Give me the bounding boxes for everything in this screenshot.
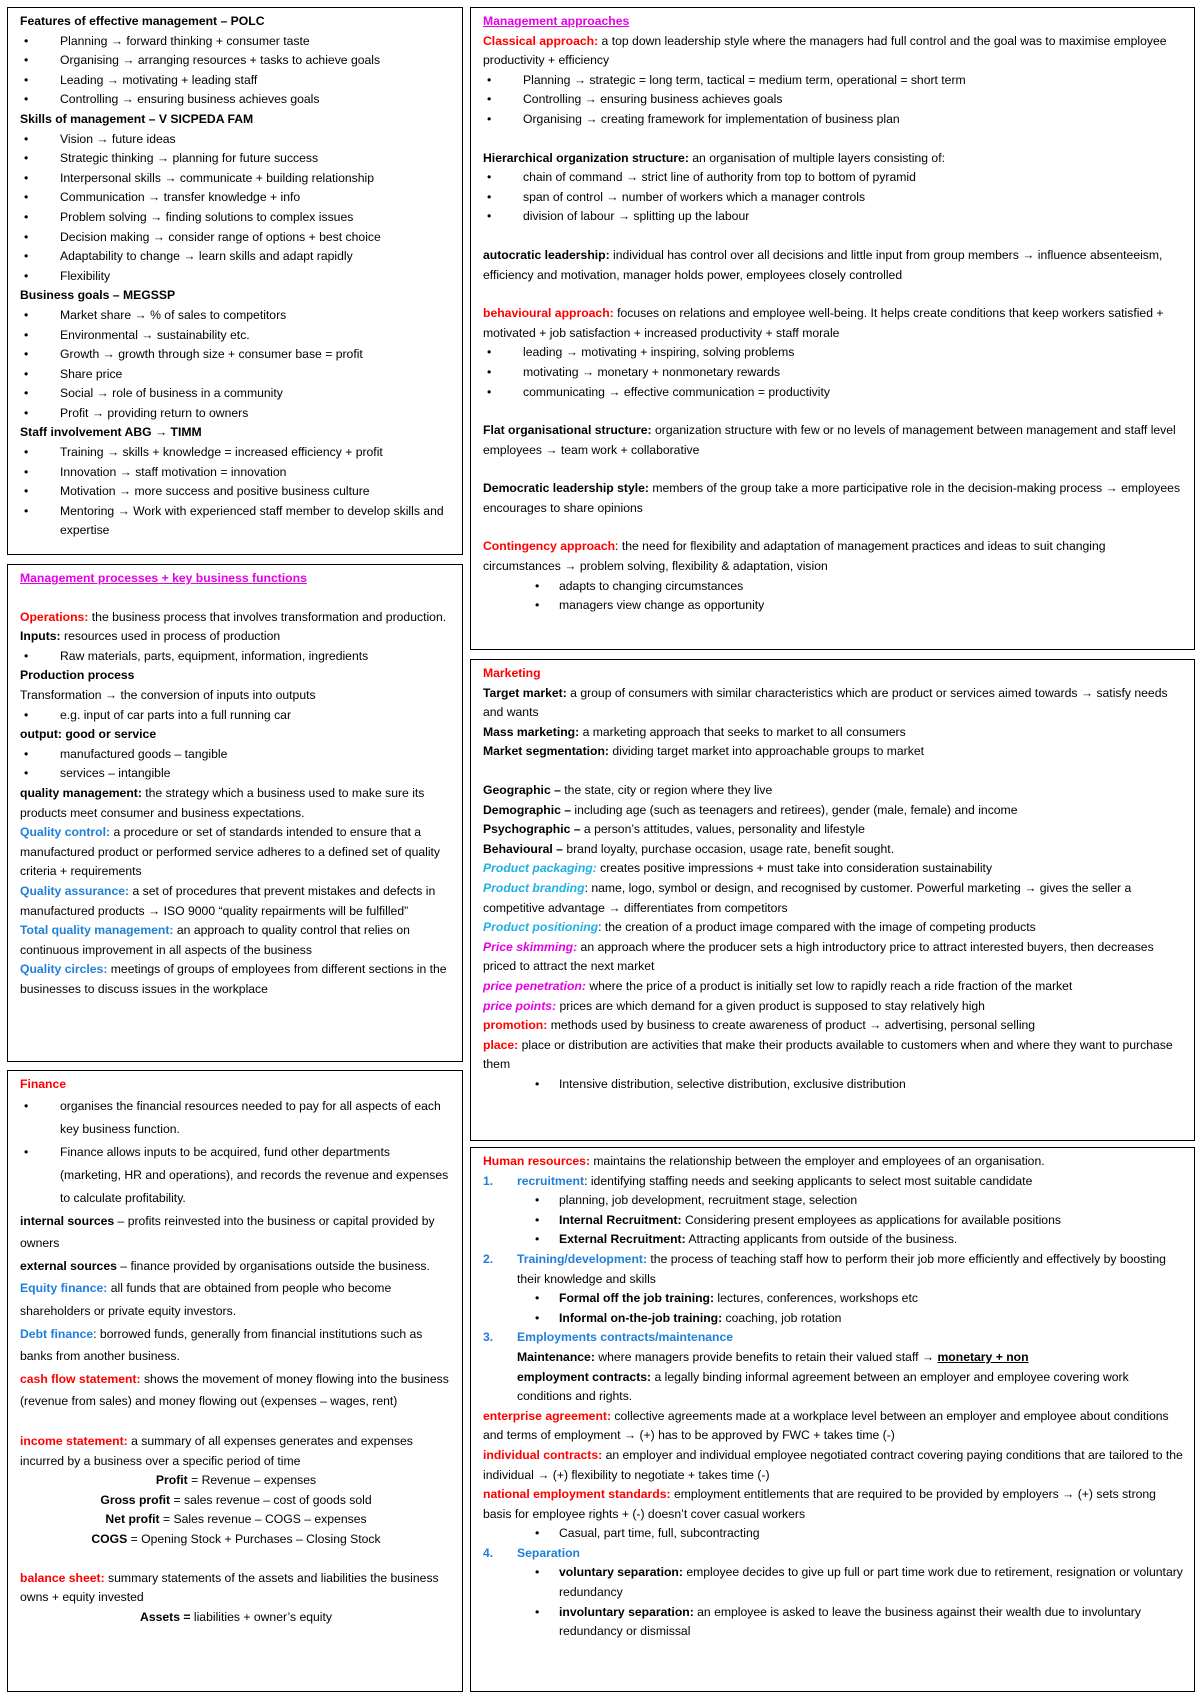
place: place: place or distribution are activities that make their products available to customers when and where they want to purchase them xyxy=(483,1037,1173,1072)
list-item: • Formal off the job training: lectures, conferences, workshops etc xyxy=(483,1289,1184,1309)
list-item: • Planning → strategic = long term, tactical = medium term, operational = short term xyxy=(483,71,1184,91)
management-features-box xyxy=(7,7,463,555)
list-item: • Raw materials, parts, equipment, information, ingredients xyxy=(20,647,452,667)
list-item: • Internal Recruitment: Considering present employees as applications for available positions xyxy=(483,1211,1184,1231)
gross-profit-formula: Gross profit = sales revenue – cost of goods sold xyxy=(100,1492,372,1507)
price-skimming: Price skimming: an approach where the producer sets a high introductory price to attract interested buyers, then decreases priced to attract the next market xyxy=(483,939,1154,974)
list-item: • chain of command → strict line of authority from top to bottom of pyramid xyxy=(483,168,1184,188)
list-item: • adapts to changing circumstances xyxy=(483,577,1184,597)
list-item: • Motivation → more success and positive business culture xyxy=(20,482,452,502)
approaches-heading: Management approaches xyxy=(483,14,630,28)
hr-definition: Human resources: maintains the relationship between the employer and employees of an organisation. xyxy=(483,1154,1045,1168)
list-item: • Decision making → consider range of options + best choice xyxy=(20,228,452,248)
quality-assurance-definition: Quality assurance: a set of procedures that prevent mistakes and defects in manufactured products → ISO 9000 “quality repairments will be fulfilled” xyxy=(20,883,436,918)
list-item: • Finance allows inputs to be acquired, fund other departments (marketing, HR and operations), and records the revenue and expenses to calculate profitability. xyxy=(20,1141,452,1210)
separation-item: 4. Separation xyxy=(483,1545,580,1560)
price-points: price points: prices are which demand for a given product is supposed to stay relatively high xyxy=(483,998,985,1013)
contingency-approach: Contingency approach: the need for flexibility and adaptation of management practices and ideas to suit changing circumstances → problem solving, flexibility & adaptation, vision xyxy=(483,539,1106,574)
operations-definition: Operations: the business process that involves transformation and production. xyxy=(20,609,447,624)
employment-contracts: employment contracts: a legally binding informal agreement between an employer and employee covering work conditions and rights. xyxy=(517,1369,1129,1404)
psychographic: Psychographic – a person’s attitudes, values, personality and lifestyle xyxy=(483,822,865,837)
list-item: • communicating → effective communication = productivity xyxy=(483,383,1184,403)
balance-sheet: balance sheet: summary statements of the assets and liabilities the business owns + equity invested xyxy=(20,1570,439,1605)
list-item: • involuntary separation: an employee is asked to leave the business against their wealth due to involuntary redundancy or dismissal xyxy=(483,1603,1184,1642)
mass-marketing: Mass marketing: a marketing approach that seeks to market to all consumers xyxy=(483,724,906,739)
production-heading: Production process xyxy=(20,668,135,683)
external-sources: external sources – finance provided by organisations outside the business. xyxy=(20,1258,430,1273)
list-item: • Communication → transfer knowledge + info xyxy=(20,188,452,208)
staff-list xyxy=(20,443,452,541)
target-market: Target market: a group of consumers with similar characteristics which are product or services aimed towards → satisfy needs and wants xyxy=(483,685,1168,720)
list-item: • Organising → arranging resources + tasks to achieve goals xyxy=(20,51,452,71)
human-resources-box xyxy=(470,1147,1195,1692)
list-item: • Social → role of business in a community xyxy=(20,384,452,404)
polc-list xyxy=(20,32,452,110)
employment-contracts-item: 3. Employments contracts/maintenance xyxy=(483,1330,734,1345)
list-item: • planning, job development, recruitment stage, selection xyxy=(483,1191,1184,1211)
list-item: • Mentoring → Work with experienced staff member to develop skills and expertise xyxy=(20,502,452,541)
list-item: • organises the financial resources needed to pay for all aspects of each key business function. xyxy=(20,1095,452,1141)
output-heading: output: good or service xyxy=(20,727,157,742)
list-item: • Innovation → staff motivation = innovation xyxy=(20,463,452,483)
skills-heading: Skills of management – V SICPEDA FAM xyxy=(20,111,254,126)
net-profit-formula: Net profit = Sales revenue – COGS – expenses xyxy=(105,1512,367,1527)
list-item: • Controlling → ensuring business achieves goals xyxy=(20,90,452,110)
list-item: • motivating → monetary + nonmonetary rewards xyxy=(483,363,1184,383)
market-segmentation: Market segmentation: dividing target market into approachable groups to market xyxy=(483,744,924,759)
demographic: Demographic – including age (such as teenagers and retirees), gender (male, female) and income xyxy=(483,802,1018,817)
skills-list xyxy=(20,130,452,287)
income-statement: income statement: a summary of all expenses generates and expenses incurred by a business over a specific period of time xyxy=(20,1433,413,1468)
price-penetration: price penetration: where the price of a product is initially set low to rapidly reach a ride fraction of the market xyxy=(483,978,1073,993)
quality-management-definition: quality management: the strategy which a business used to make sure its products meet consumer and business expectations. xyxy=(20,785,425,820)
product-branding: Product branding: name, logo, symbol or design, and recognised by customer. Powerful marketing → gives the seller a competitive advantage → differentiates from competitors xyxy=(483,880,1132,915)
finance-heading: Finance xyxy=(20,1077,67,1091)
finance-box xyxy=(7,1070,463,1692)
polc-heading: Features of effective management – POLC xyxy=(20,14,265,28)
list-item: • Planning → forward thinking + consumer taste xyxy=(20,32,452,52)
list-item: • span of control → number of workers which a manager controls xyxy=(483,188,1184,208)
recruitment-item: 1. recruitment: identifying staffing needs and seeking applicants to select most suitable candidate xyxy=(483,1173,1033,1188)
maintenance: Maintenance: where managers provide benefits to retain their valued staff → monetary + non xyxy=(517,1349,1029,1364)
list-item: • services – intangible xyxy=(20,764,452,784)
list-item: • managers view change as opportunity xyxy=(483,596,1184,616)
list-item: • Vision → future ideas xyxy=(20,130,452,150)
behavioural-approach: behavioural approach: focuses on relations and employee well-being. It helps create conditions that keep workers satisfied + motivated + job satisfaction + increased productivity + staff morale xyxy=(483,306,1164,340)
list-item: • division of labour → splitting up the labour xyxy=(483,207,1184,227)
finance-list xyxy=(20,1095,452,1210)
product-positioning: Product positioning: the creation of a product image compared with the image of competing products xyxy=(483,920,1036,935)
production-definition: Transformation → the conversion of inputs into outputs xyxy=(20,687,316,702)
national-employment-standards: national employment standards: employment entitlements that are required to be provided by employers → (+) sets strong basis for employee rights + (-) doesn’t cover casual workers xyxy=(483,1487,1156,1521)
list-item: • Casual, part time, full, subcontracting xyxy=(483,1524,1184,1544)
goals-list xyxy=(20,306,452,424)
marketing-heading: Marketing xyxy=(483,666,541,680)
list-item: • manufactured goods – tangible xyxy=(20,745,452,765)
management-approaches-box xyxy=(470,7,1195,650)
list-item: • voluntary separation: employee decides to give up full or part time work due to retirement, resignation or voluntary redundancy xyxy=(483,1563,1184,1602)
flat-structure: Flat organisational structure: organization structure with few or no levels of management between management and staff level employees → team work + collaborative xyxy=(483,423,1176,457)
tqm-definition: Total quality management: an approach to quality control that relies on continuous improvement in all aspects of the business xyxy=(20,923,410,957)
list-item: • Share price xyxy=(20,365,452,385)
list-item: • Intensive distribution, selective distribution, exclusive distribution xyxy=(483,1075,1184,1095)
autocratic-leadership: autocratic leadership: individual has control over all decisions and little input from group members → influence absenteeism, efficiency and motivation, manager holds power, employees closely controlled xyxy=(483,247,1163,282)
classical-approach: Classical approach: a top down leadership style where the managers had full control and the goal was to maximise employee productivity + efficiency xyxy=(483,33,1167,68)
processes-heading: Management processes + key business functions xyxy=(20,571,307,585)
quality-circles-definition: Quality circles: meetings of groups of employees from different sections in the businesses to discuss issues in the workplace xyxy=(20,962,447,996)
list-item: • Strategic thinking → planning for future success xyxy=(20,149,452,169)
cogs-formula: COGS = Opening Stock + Purchases – Closing Stock xyxy=(91,1531,381,1546)
list-item: • Profit → providing return to owners xyxy=(20,404,452,424)
list-item: • Training → skills + knowledge = increased efficiency + profit xyxy=(20,443,452,463)
training-item: 2. Training/development: the process of teaching staff how to perform their job more efficiently and effectively by boosting their knowledge and skills xyxy=(483,1251,1166,1286)
list-item: • Controlling → ensuring business achieves goals xyxy=(483,90,1184,110)
equity-finance: Equity finance: all funds that are obtained from people who become shareholders or private equity investors. xyxy=(20,1281,392,1318)
list-item: • Problem solving → finding solutions to complex issues xyxy=(20,208,452,228)
list-item: • Market share → % of sales to competitors xyxy=(20,306,452,326)
list-item: • Adaptability to change → learn skills and adapt rapidly xyxy=(20,247,452,267)
staff-heading: Staff involvement ABG → TIMM xyxy=(20,425,202,440)
inputs-definition: Inputs: resources used in process of production xyxy=(20,629,281,644)
list-item: • Interpersonal skills → communicate + building relationship xyxy=(20,169,452,189)
assets-formula: Assets = liabilities + owner’s equity xyxy=(140,1609,332,1624)
behavioural: Behavioural – brand loyalty, purchase occasion, usage rate, benefit sought. xyxy=(483,841,895,856)
list-item: • Flexibility xyxy=(20,267,452,287)
quality-control-definition: Quality control: a procedure or set of standards intended to ensure that a manufactured product or performed service adheres to a defined set of quality criteria + requirements xyxy=(20,825,441,879)
promotion: promotion: methods used by business to create awareness of product → advertising, personal selling xyxy=(483,1018,1036,1033)
democratic-leadership: Democratic leadership style: members of the group take a more participative role in the decision-making process → employees encourages to share opinions xyxy=(483,481,1181,515)
hierarchical-structure: Hierarchical organization structure: an organisation of multiple layers consisting of: xyxy=(483,150,945,165)
list-item: • Leading → motivating + leading staff xyxy=(20,71,452,91)
product-packaging: Product packaging: creates positive impressions + must take into consideration sustainability xyxy=(483,861,993,876)
management-processes-box xyxy=(7,564,463,1062)
list-item: • Informal on-the-job training: coaching, job rotation xyxy=(483,1309,1184,1329)
profit-formula: Profit = Revenue – expenses xyxy=(155,1473,317,1488)
geographic: Geographic – the state, city or region where they live xyxy=(483,782,773,797)
debt-finance: Debt finance: borrowed funds, generally from financial institutions such as banks from another business. xyxy=(20,1326,423,1364)
goals-heading: Business goals – MEGSSP xyxy=(20,288,176,303)
list-item: • Growth → growth through size + consumer base = profit xyxy=(20,345,452,365)
list-item: • Organising → creating framework for implementation of business plan xyxy=(483,110,1184,130)
list-item: • e.g. input of car parts into a full running car xyxy=(20,706,452,726)
internal-sources: internal sources – profits reinvested into the business or capital provided by owners xyxy=(20,1213,435,1251)
marketing-box xyxy=(470,659,1195,1141)
list-item: • External Recruitment: Attracting applicants from outside of the business. xyxy=(483,1230,1184,1250)
individual-contracts: individual contracts: an employer and individual employee negotiated contract covering paying conditions that are tailored to the individual → (+) flexibility to negotiate + takes time (-) xyxy=(483,1447,1183,1482)
list-item: • leading → motivating + inspiring, solving problems xyxy=(483,343,1184,363)
list-item: • Environmental → sustainability etc. xyxy=(20,326,452,346)
enterprise-agreement: enterprise agreement: collective agreements made at a workplace level between an employer and employee about conditions and terms of employment → (+) has to be approved by FWC + takes time (-) xyxy=(483,1408,1169,1443)
cash-flow-statement: cash flow statement: shows the movement of money flowing into the business (revenue from sales) and money flowing out (expenses – wages, rent) xyxy=(20,1371,449,1409)
